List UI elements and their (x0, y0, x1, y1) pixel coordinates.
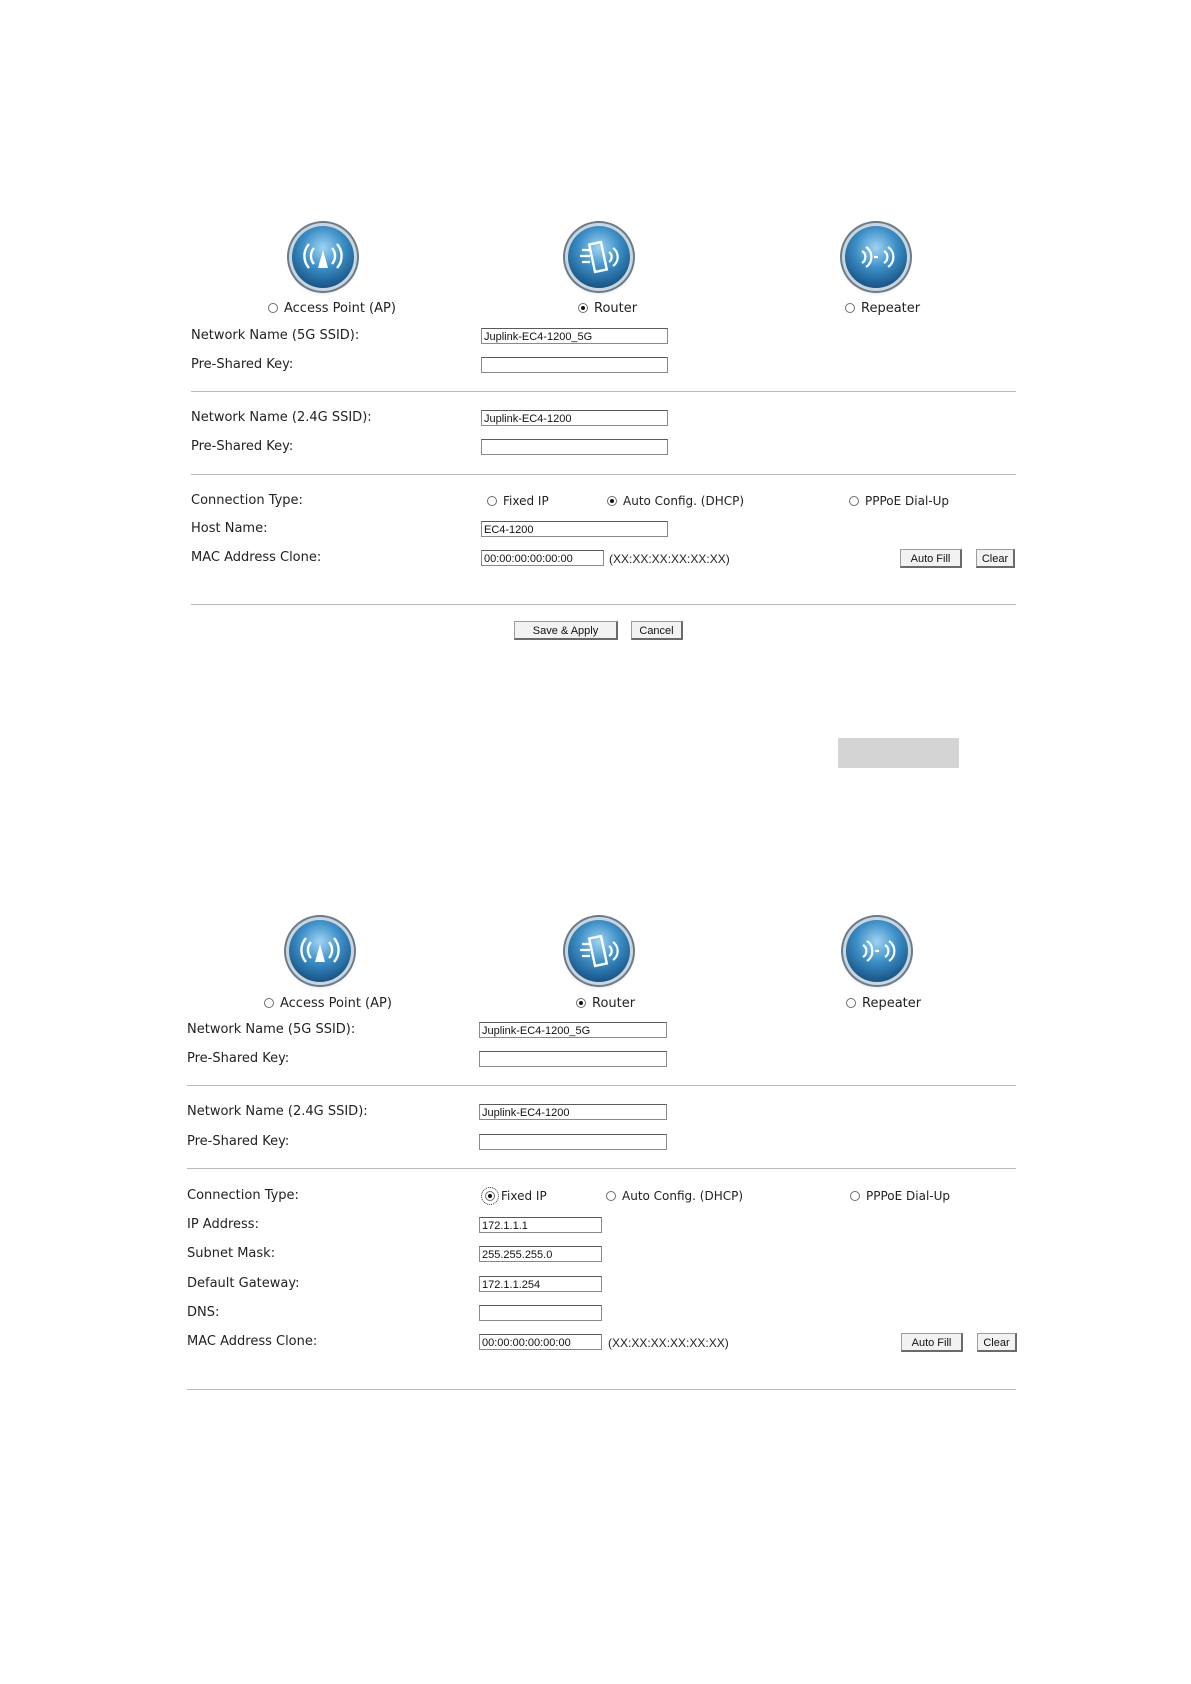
divider (191, 604, 1016, 605)
ssid-24g-label: Network Name (2.4G SSID): (187, 1104, 368, 1119)
mode-repeater-radio[interactable] (845, 303, 855, 313)
conn-pppoe-radio[interactable] (850, 1191, 860, 1201)
conn-pppoe-radio[interactable] (849, 496, 859, 506)
divider (187, 1168, 1016, 1169)
psk-24g-label: Pre-Shared Key: (191, 439, 294, 454)
mode-repeater-option[interactable] (845, 301, 920, 316)
mac-clone-input[interactable]: 00:00:00:00:00:00 (481, 550, 604, 566)
mac-format-hint: (XX:XX:XX:XX:XX:XX) (609, 552, 730, 566)
divider (191, 474, 1016, 475)
conn-fixed-label: Fixed IP (503, 494, 549, 508)
mac-clone-input[interactable]: 00:00:00:00:00:00 (479, 1334, 602, 1350)
conn-dhcp-option[interactable] (607, 494, 744, 508)
mac-format-hint: (XX:XX:XX:XX:XX:XX) (608, 1336, 729, 1350)
divider (191, 391, 1016, 392)
ip-address-input[interactable]: 172.1.1.1 (479, 1217, 602, 1233)
conn-fixed-option[interactable] (487, 494, 549, 508)
conn-pppoe-label: PPPoE Dial-Up (866, 1189, 951, 1203)
host-name-label: Host Name: (191, 521, 268, 536)
default-gateway-label: Default Gateway: (187, 1276, 300, 1291)
connection-type-label: Connection Type: (191, 493, 303, 508)
divider (187, 1389, 1016, 1390)
mode-repeater-label: Repeater (861, 301, 921, 316)
conn-pppoe-option[interactable] (849, 494, 949, 508)
dns-input[interactable] (479, 1305, 602, 1321)
conn-dhcp-radio[interactable] (607, 496, 617, 506)
conn-dhcp-option[interactable] (606, 1189, 743, 1203)
subnet-mask-input[interactable]: 255.255.255.0 (479, 1246, 602, 1262)
conn-pppoe-option[interactable] (850, 1189, 950, 1203)
mac-clone-label: MAC Address Clone: (187, 1334, 318, 1349)
conn-fixed-radio[interactable] (485, 1191, 495, 1201)
psk-24g-input[interactable] (481, 439, 668, 455)
psk-24g-input[interactable] (479, 1134, 667, 1150)
mode-router-label: Router (592, 996, 636, 1011)
ap-wifi-icon[interactable] (289, 920, 351, 982)
mode-router-radio[interactable] (576, 998, 586, 1008)
mode-ap-radio[interactable] (264, 998, 274, 1008)
default-gateway-input[interactable]: 172.1.1.254 (479, 1276, 602, 1292)
cancel-button[interactable]: Cancel (631, 621, 683, 640)
mode-router-label: Router (594, 301, 638, 316)
mode-router-radio[interactable] (578, 303, 588, 313)
mode-repeater-label: Repeater (862, 996, 922, 1011)
subnet-mask-label: Subnet Mask: (187, 1246, 276, 1261)
ssid-24g-input[interactable]: Juplink-EC4-1200 (481, 410, 668, 426)
conn-dhcp-label: Auto Config. (DHCP) (622, 1189, 744, 1203)
mode-ap-radio[interactable] (268, 303, 278, 313)
auto-fill-button[interactable]: Auto Fill (900, 549, 962, 568)
ip-address-label: IP Address: (187, 1217, 259, 1232)
psk-5g-input[interactable] (481, 357, 668, 373)
divider (187, 1085, 1016, 1086)
conn-dhcp-radio[interactable] (606, 1191, 616, 1201)
router-icon[interactable] (568, 920, 630, 982)
mode-ap-label: Access Point (AP) (284, 301, 396, 316)
conn-pppoe-label: PPPoE Dial-Up (865, 494, 950, 508)
conn-fixed-radio[interactable] (487, 496, 497, 506)
mode-ap-label: Access Point (AP) (280, 996, 392, 1011)
conn-fixed-label: Fixed IP (501, 1189, 547, 1203)
ssid-5g-input[interactable]: Juplink-EC4-1200_5G (481, 328, 668, 344)
repeater-icon[interactable] (846, 920, 908, 982)
connection-type-label: Connection Type: (187, 1188, 299, 1203)
psk-24g-label: Pre-Shared Key: (187, 1134, 290, 1149)
auto-fill-button[interactable]: Auto Fill (901, 1333, 963, 1352)
mode-repeater-radio[interactable] (846, 998, 856, 1008)
repeater-icon[interactable] (845, 226, 907, 288)
mode-router-option[interactable] (576, 996, 635, 1011)
host-name-input[interactable]: EC4-1200 (481, 521, 668, 537)
panel-router-dhcp (0, 0, 1191, 700)
save-apply-button[interactable]: Save & Apply (514, 621, 618, 640)
psk-5g-label: Pre-Shared Key: (191, 357, 294, 372)
ssid-5g-input[interactable]: Juplink-EC4-1200_5G (479, 1022, 667, 1038)
psk-5g-input[interactable] (479, 1051, 667, 1067)
mode-ap-option[interactable] (264, 996, 392, 1011)
mode-router-option[interactable] (578, 301, 637, 316)
clear-button[interactable]: Clear (976, 549, 1015, 568)
clear-button[interactable]: Clear (977, 1333, 1017, 1352)
conn-fixed-option[interactable] (485, 1189, 547, 1203)
ssid-24g-input[interactable]: Juplink-EC4-1200 (479, 1104, 667, 1120)
psk-5g-label: Pre-Shared Key: (187, 1051, 290, 1066)
mac-clone-label: MAC Address Clone: (191, 550, 322, 565)
router-icon[interactable] (568, 226, 630, 288)
grey-placeholder-block (838, 738, 959, 768)
mode-ap-option[interactable] (268, 301, 396, 316)
ssid-24g-label: Network Name (2.4G SSID): (191, 410, 372, 425)
conn-dhcp-label: Auto Config. (DHCP) (623, 494, 745, 508)
ap-wifi-icon[interactable] (292, 226, 354, 288)
ssid-5g-label: Network Name (5G SSID): (187, 1022, 356, 1037)
mode-repeater-option[interactable] (846, 996, 921, 1011)
ssid-5g-label: Network Name (5G SSID): (191, 328, 360, 343)
dns-label: DNS: (187, 1305, 220, 1320)
